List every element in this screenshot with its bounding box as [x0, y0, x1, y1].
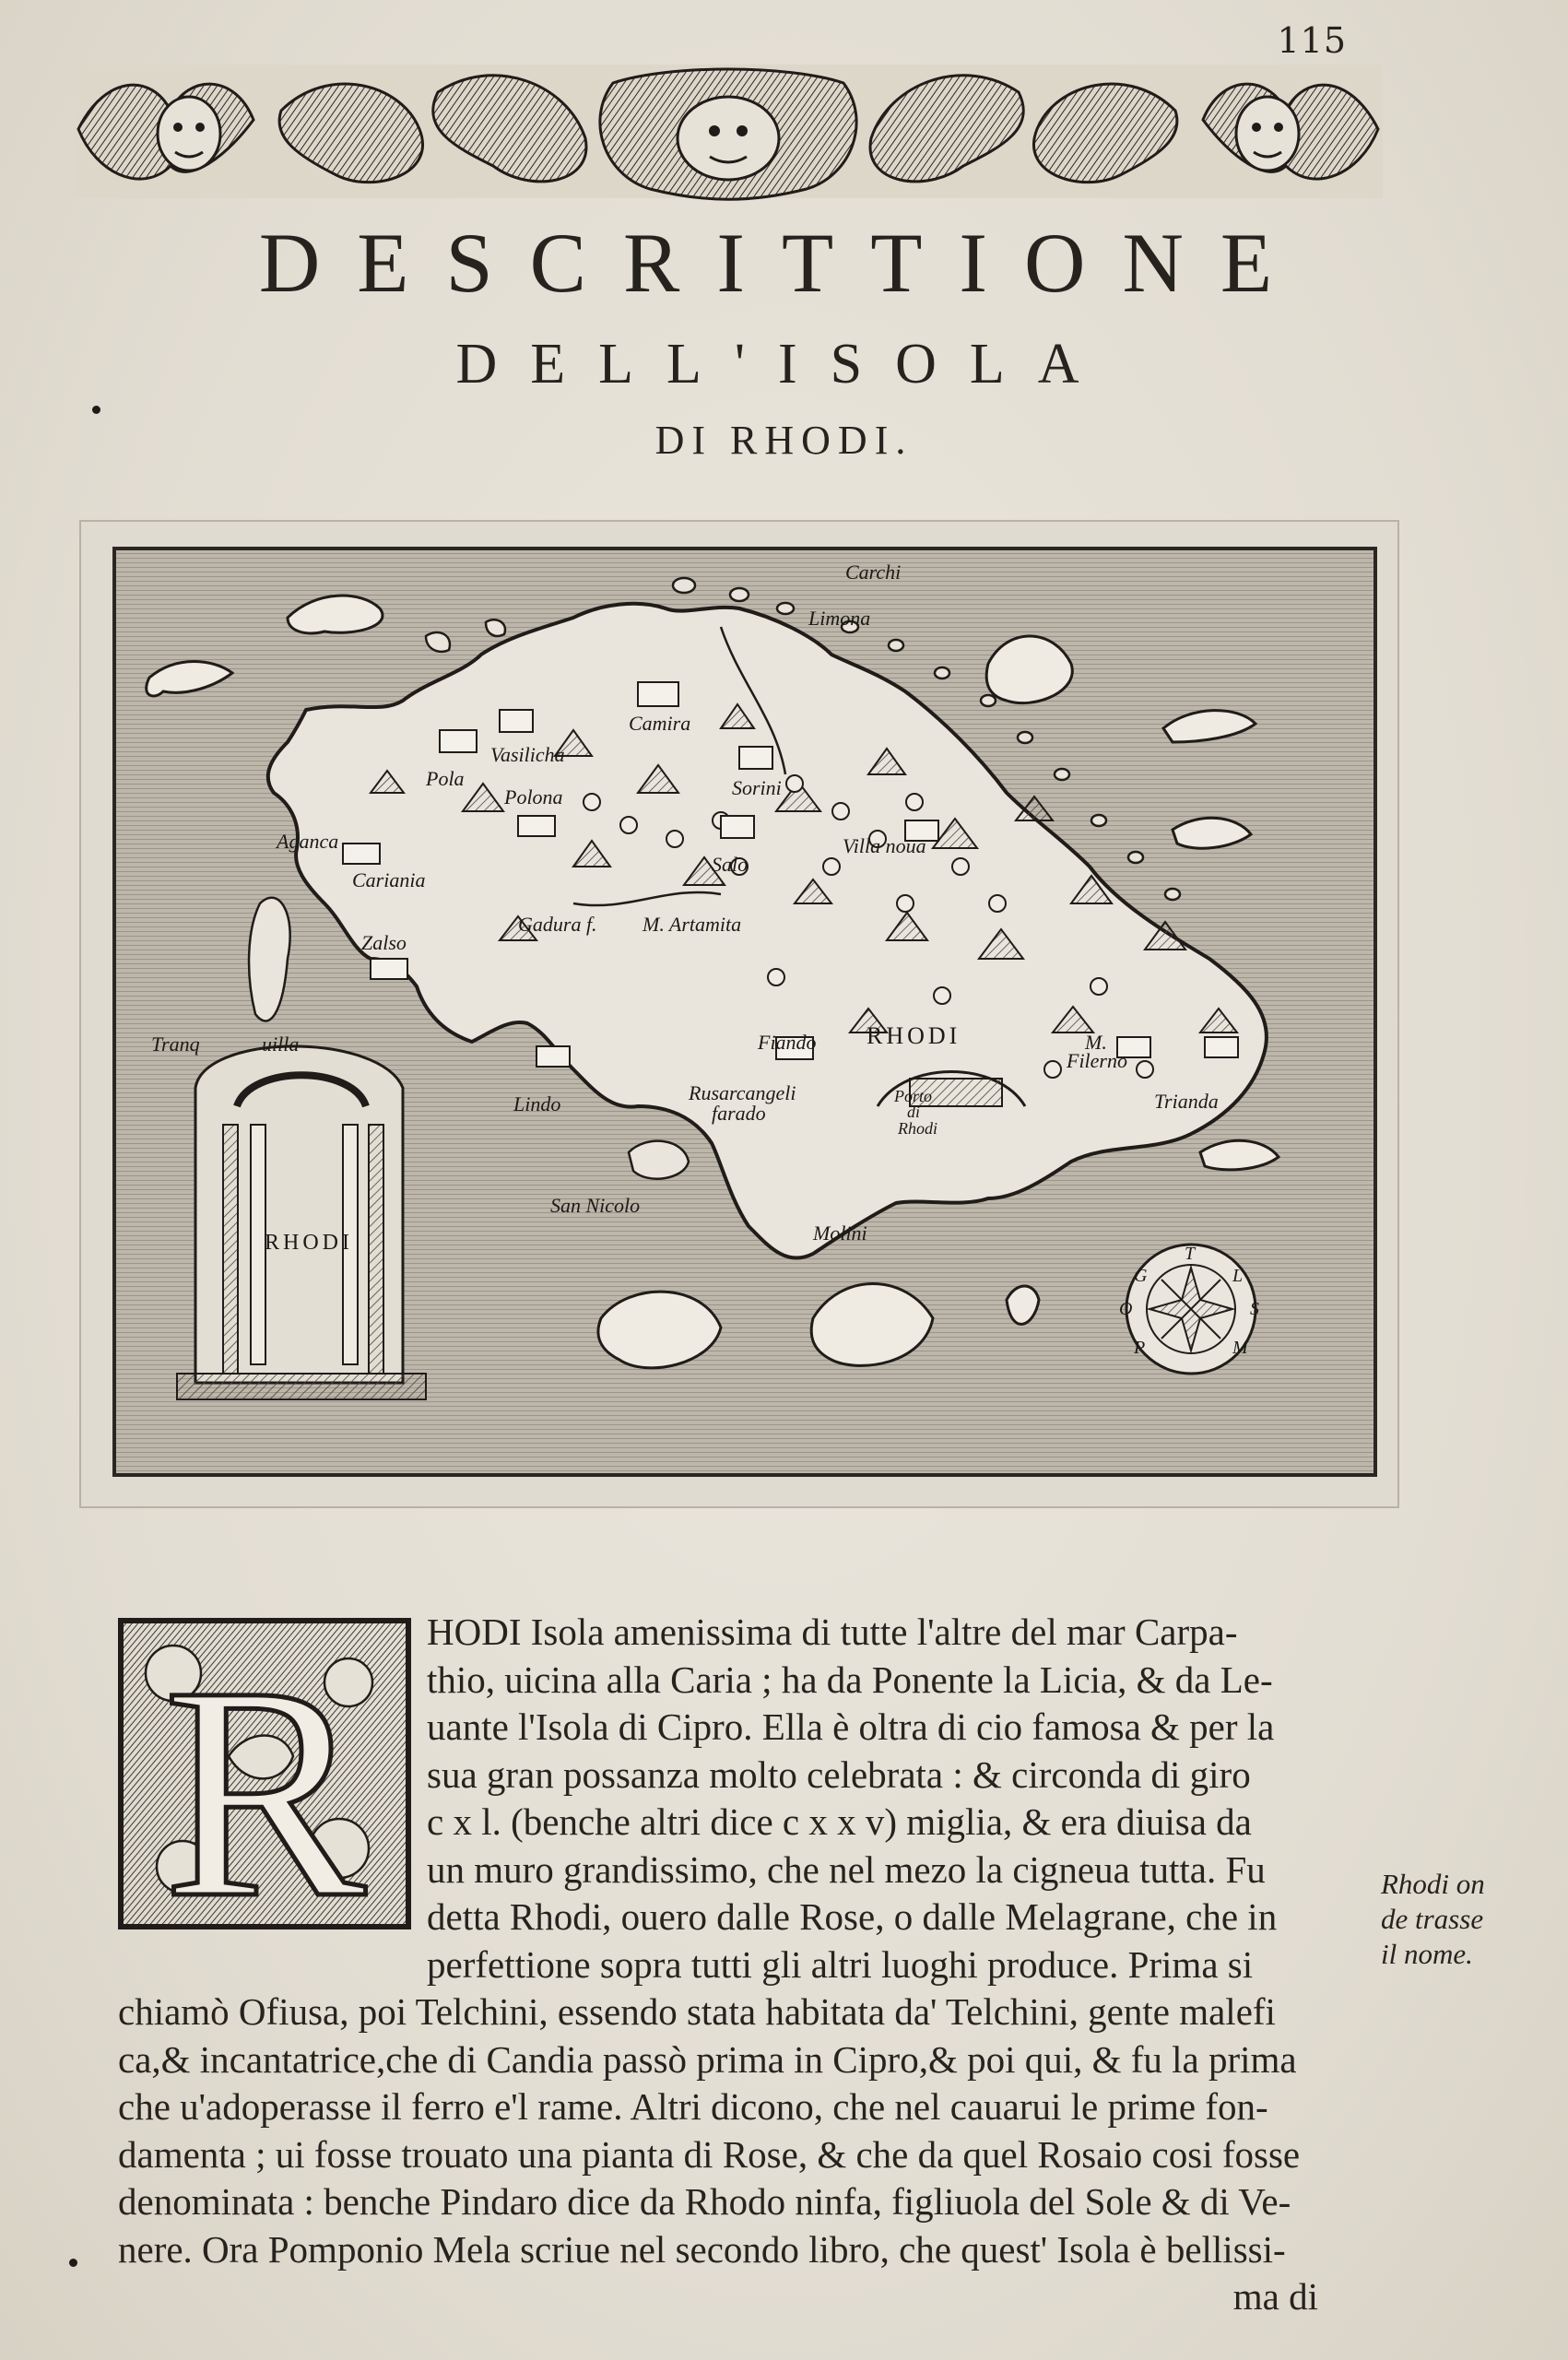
map-label-salo: Salo [712, 853, 749, 876]
map-label-porto-b: di [907, 1103, 921, 1121]
margin-note [1381, 1867, 1547, 1972]
map-label-pola: Pola [426, 767, 465, 790]
map-label-polona: Polona [504, 785, 563, 808]
compass-letter: G [1134, 1266, 1148, 1286]
body-line: detta Rhodi, ouero dalle Rose, o dalle Melagrane, che in [427, 1895, 1278, 1938]
map-label-sorini: Sorini [732, 776, 782, 799]
map-label-farado: farado [712, 1102, 766, 1125]
margin-note-line: de trasse [1381, 1903, 1484, 1935]
map-label-aganca: Aganca [277, 830, 339, 853]
map-label-trianda: Trianda [1154, 1090, 1219, 1113]
compass-letter: O [1119, 1299, 1133, 1319]
ornamental-headband [69, 55, 1387, 207]
body-text [118, 1609, 1381, 2321]
body-line: c x l. (benche altri dice c x x v) miglia, & era diuisa da [427, 1800, 1252, 1843]
map-label-camira: Camira [629, 712, 691, 735]
margin-note-line: Rhodi on [1381, 1868, 1485, 1900]
body-line: sua gran possanza molto celebrata : & circonda di giro [427, 1752, 1251, 1796]
map-label-m-filerno-a: M. [1085, 1031, 1107, 1054]
compass-letter: P [1134, 1338, 1146, 1358]
compass-letter: S [1250, 1299, 1259, 1319]
map-label-cariania: Cariania [352, 868, 426, 891]
body-line: chiamò Ofiusa, poi Telchini, essendo stata habitata da' Telchini, gente malefi [118, 1990, 1276, 2033]
body-line: che u'adoperasse il ferro e'l rame. Altri dicono, che nel cauarui le prime fon- [118, 2085, 1268, 2128]
map-label-gadura: Gadura f. [518, 913, 597, 936]
map-label-porto-c: Rhodi [898, 1119, 937, 1138]
body-line: ca,& incantatrice,che di Candia passò prima in Cipro,& poi qui, & fu la prima [118, 2037, 1297, 2081]
map-label-molini: Molini [813, 1221, 867, 1245]
body-line: damenta ; ui fosse trouato una pianta di Rose, & che da quel Rosaio cosi fosse [118, 2132, 1301, 2176]
map-label-rusarcangeli: Rusarcangeli [689, 1081, 796, 1104]
body-line: uante l'Isola di Cipro. Ella è oltra di cio famosa & per la [427, 1705, 1275, 1748]
title-line-2: DELL'ISOLA [455, 333, 1113, 395]
body-line: perfettione sopra tutti gli altri luoghi produce. Prima si [427, 1942, 1254, 1986]
body-line: HODI Isola amenissima di tutte l'altre del mar Carpa- [427, 1611, 1238, 1653]
ink-dot [92, 406, 100, 414]
body-line: thio, uicina alla Caria ; ha da Ponente la Licia, & da Le- [427, 1658, 1273, 1701]
body-line: nere. Ora Pomponio Mela scriue nel secondo libro, che quest' Isola è bellissi- [118, 2227, 1286, 2271]
map-label-rhodi-city: RHODI [867, 1022, 961, 1049]
engraved-map-rhodes [76, 516, 1403, 1512]
body-line: un muro grandissimo, che nel mezo la cigneua tutta. Fu [427, 1847, 1266, 1891]
ink-dot [69, 2259, 77, 2267]
compass-letter: L [1232, 1266, 1244, 1286]
margin-note-line: il nome. [1381, 1938, 1473, 1970]
map-label-zalso: Zalso [361, 931, 407, 954]
page-number: 115 [1277, 20, 1347, 61]
initial-letter: R [162, 1624, 367, 1929]
map-label-villanoua: Villa noua [843, 834, 926, 857]
map-label-limona: Limona [808, 607, 871, 630]
map-label-artamita: M. Artamita [643, 913, 742, 936]
map-label-lindo: Lindo [513, 1092, 561, 1115]
map-label-vasilicha: Vasilicha [490, 743, 565, 766]
map-label-porto-a: Porto [894, 1087, 933, 1105]
title-line-3: DI RHODI. [654, 418, 914, 463]
map-label-tranquilla-a: Tranq [151, 1032, 200, 1056]
arch-cartouche [177, 1046, 426, 1399]
title-line-1: DESCRITTIONE [258, 216, 1310, 310]
body-line: denominata : benche Pindaro dice da Rhodo ninfa, figliuola del Sole & di Ve- [118, 2180, 1291, 2223]
map-label-m-filerno-b: Filerno [1067, 1049, 1127, 1072]
compass-letter: M [1232, 1338, 1248, 1358]
map-label-fiando: Fiando [758, 1031, 817, 1054]
catchword: ma di [1232, 2275, 1318, 2318]
arch-label: RHODI [265, 1231, 353, 1255]
map-label-sannicolo: San Nicolo [550, 1194, 641, 1217]
compass-letter: T [1185, 1244, 1196, 1264]
map-label-carchi: Carchi [845, 560, 902, 584]
map-label-tranquilla-b: uilla [262, 1032, 300, 1056]
